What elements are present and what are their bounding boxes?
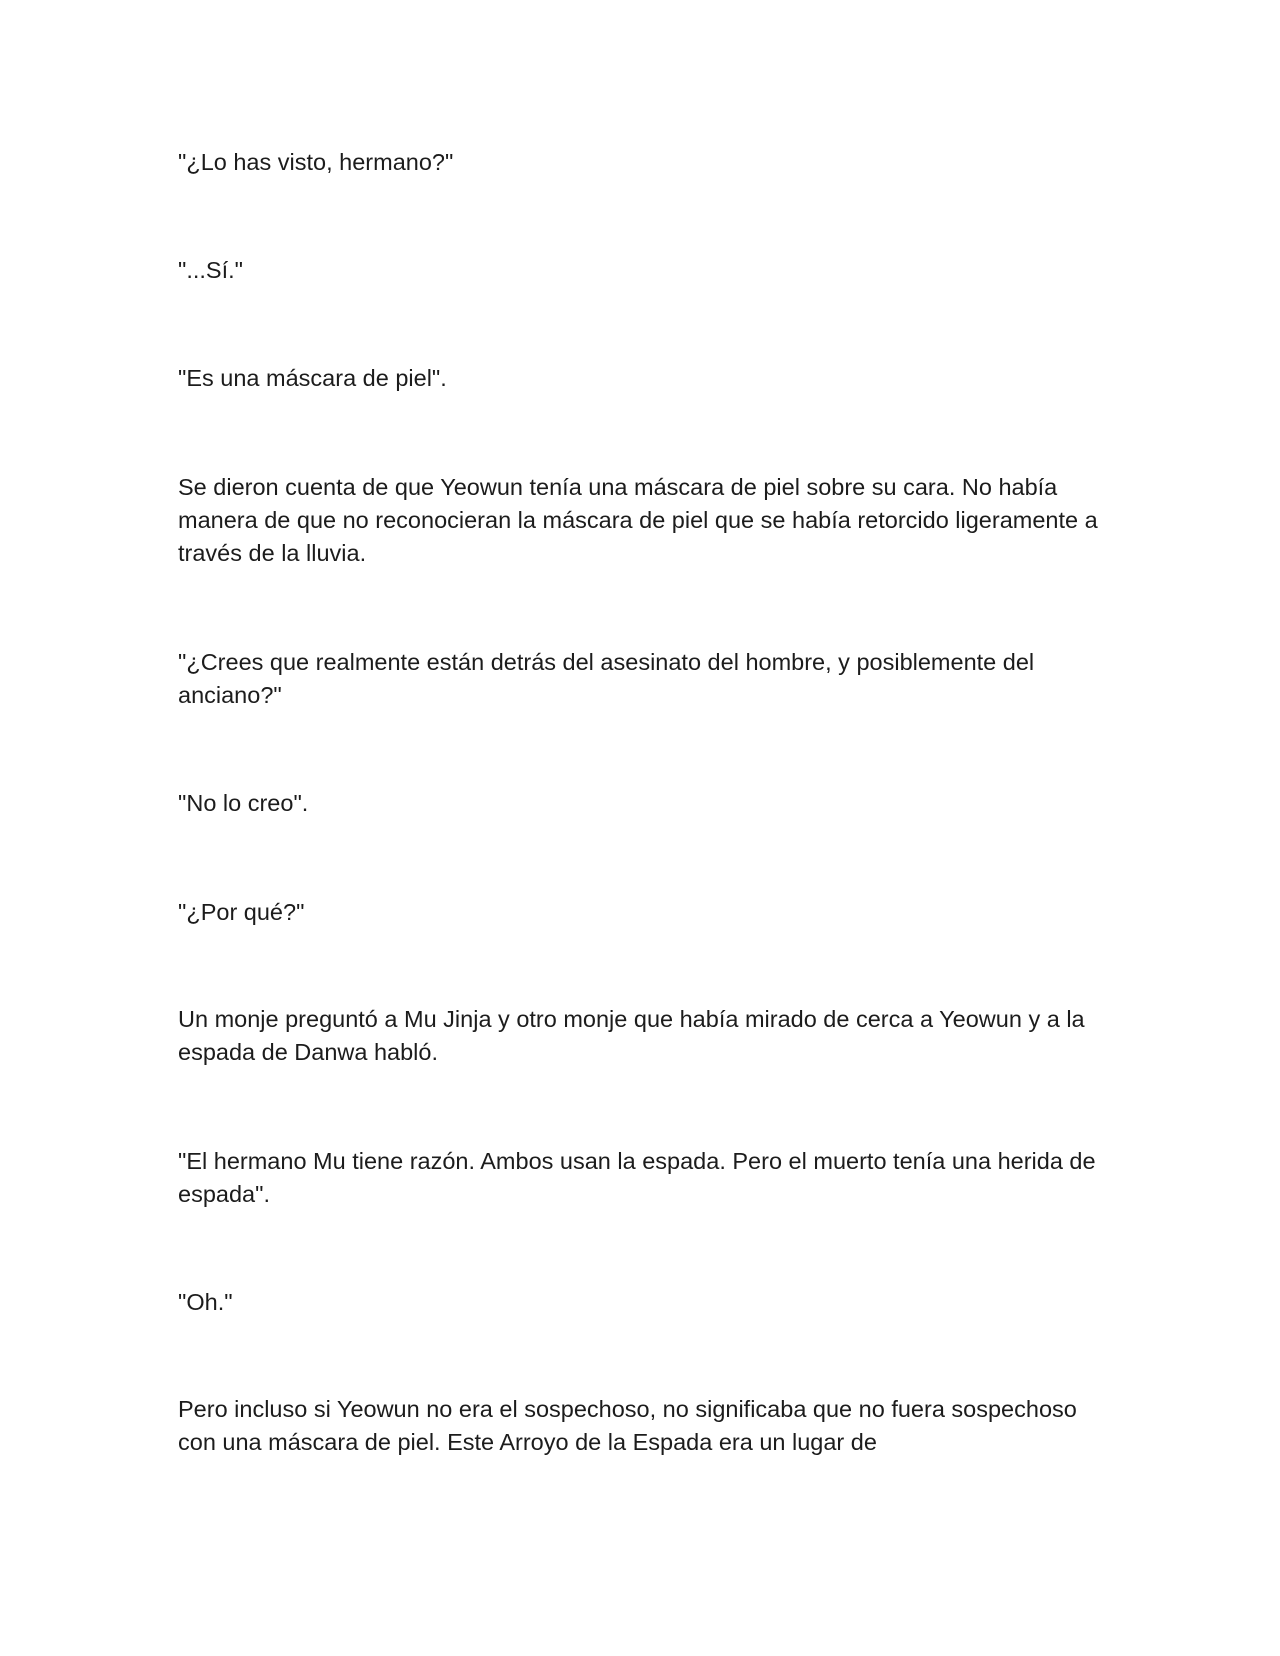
paragraph-8: Un monje preguntó a Mu Jinja y otro monje que había mirado de cerca a Yeowun y a la espada de Danwa habló. bbox=[178, 1006, 1085, 1065]
paragraph-6: "No lo creo". bbox=[178, 790, 309, 816]
paragraph-2: "...Sí." bbox=[178, 257, 244, 283]
paragraph-4: Se dieron cuenta de que Yeowun tenía una máscara de piel sobre su cara. No había manera de que no reconocieran la máscara de piel que se había retorcido ligeramente a través de la lluvia. bbox=[178, 474, 1098, 566]
paragraph-7: "¿Por qué?" bbox=[178, 899, 305, 925]
paragraph-3: "Es una máscara de piel". bbox=[178, 365, 447, 391]
paragraph-5: "¿Crees que realmente están detrás del asesinato del hombre, y posiblemente del anciano?" bbox=[178, 649, 1035, 708]
paragraph-1: "¿Lo has visto, hermano?" bbox=[178, 149, 454, 175]
paragraph-11: Pero incluso si Yeowun no era el sospechoso, no significaba que no fuera sospechoso con una máscara de piel. Este Arroyo de la Espada era un lugar de bbox=[178, 1396, 1077, 1455]
paragraph-9: "El hermano Mu tiene razón. Ambos usan la espada. Pero el muerto tenía una herida de espada". bbox=[178, 1148, 1096, 1207]
paragraph-10: "Oh." bbox=[178, 1289, 233, 1315]
